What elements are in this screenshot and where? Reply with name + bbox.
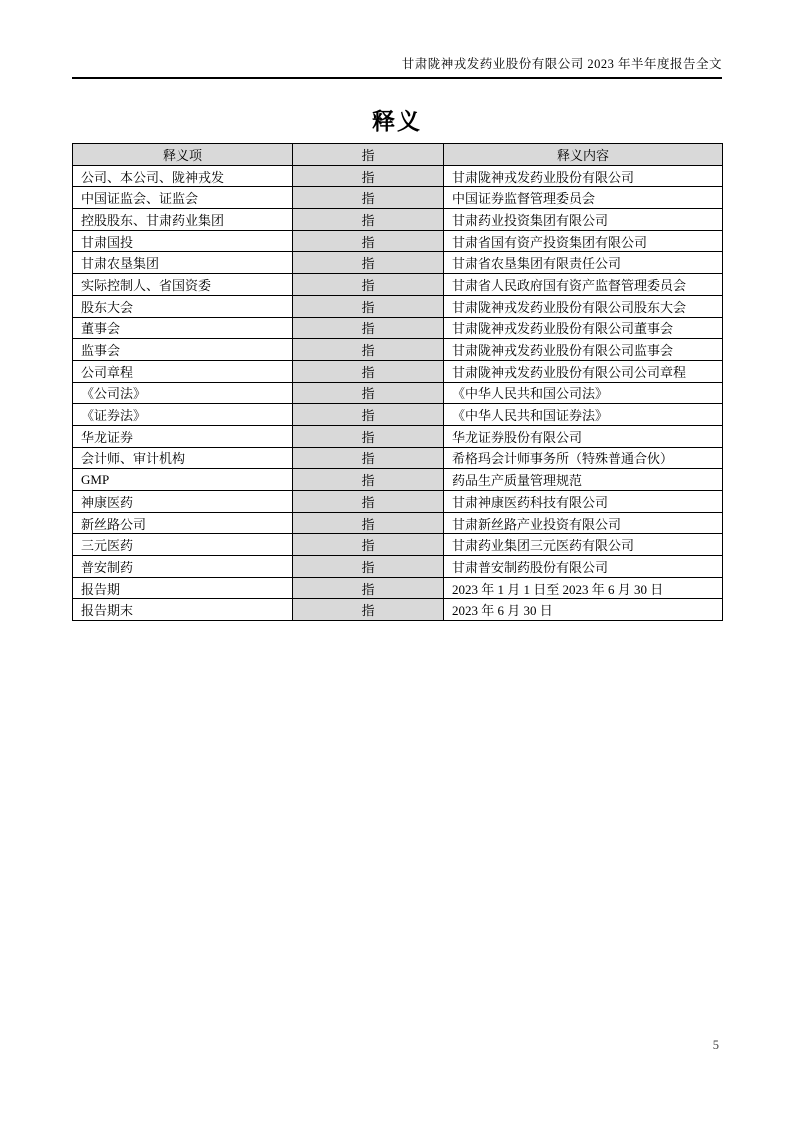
zhi-cell: 指: [293, 230, 444, 252]
definition-cell: 甘肃普安制药股份有限公司: [444, 556, 723, 578]
zhi-cell: 指: [293, 599, 444, 621]
header-row: [73, 144, 723, 166]
term-cell: 报告期末: [73, 599, 293, 621]
definition-cell: 华龙证券股份有限公司: [444, 425, 723, 447]
header-zhi: 指: [293, 144, 444, 166]
term-cell: 甘肃农垦集团: [73, 252, 293, 274]
definition-cell: 甘肃陇神戎发药业股份有限公司公司章程: [444, 360, 723, 382]
zhi-cell: 指: [293, 469, 444, 491]
table-row: [73, 295, 723, 317]
page-title: 释义: [372, 109, 422, 134]
zhi-cell: 指: [293, 491, 444, 513]
term-cell: 公司、本公司、陇神戎发: [73, 165, 293, 187]
zhi-cell: 指: [293, 317, 444, 339]
definitions-table: [72, 143, 723, 621]
definition-cell: 甘肃药业集团三元医药有限公司: [444, 534, 723, 556]
table-row: [73, 577, 723, 599]
zhi-cell: 指: [293, 404, 444, 426]
table-row: [73, 599, 723, 621]
table-row: [73, 360, 723, 382]
term-cell: 甘肃国投: [73, 230, 293, 252]
definition-cell: 《中华人民共和国公司法》: [444, 382, 723, 404]
zhi-cell: 指: [293, 339, 444, 361]
zhi-cell: 指: [293, 534, 444, 556]
table-row: [73, 382, 723, 404]
term-cell: 中国证监会、证监会: [73, 187, 293, 209]
zhi-cell: 指: [293, 382, 444, 404]
definition-cell: 甘肃省人民政府国有资产监督管理委员会: [444, 274, 723, 296]
term-cell: 公司章程: [73, 360, 293, 382]
zhi-cell: 指: [293, 252, 444, 274]
table-row: [73, 425, 723, 447]
zhi-cell: 指: [293, 209, 444, 231]
report-header: 甘肃陇神戎发药业股份有限公司 2023 年半年度报告全文: [72, 57, 722, 79]
header-term: 释义项: [73, 144, 293, 166]
term-cell: 实际控制人、省国资委: [73, 274, 293, 296]
definition-cell: 甘肃省国有资产投资集团有限公司: [444, 230, 723, 252]
page-content: [72, 0, 722, 621]
zhi-cell: 指: [293, 425, 444, 447]
zhi-cell: 指: [293, 512, 444, 534]
table-row: [73, 274, 723, 296]
zhi-cell: 指: [293, 165, 444, 187]
zhi-cell: 指: [293, 360, 444, 382]
term-cell: 华龙证券: [73, 425, 293, 447]
term-cell: 《证券法》: [73, 404, 293, 426]
definition-cell: 希格玛会计师事务所（特殊普通合伙）: [444, 447, 723, 469]
definition-cell: 甘肃省农垦集团有限责任公司: [444, 252, 723, 274]
term-cell: 报告期: [73, 577, 293, 599]
definition-cell: 甘肃陇神戎发药业股份有限公司监事会: [444, 339, 723, 361]
definition-cell: 甘肃新丝路产业投资有限公司: [444, 512, 723, 534]
zhi-cell: 指: [293, 274, 444, 296]
table-row: [73, 230, 723, 252]
term-cell: 《公司法》: [73, 382, 293, 404]
table-row: [73, 534, 723, 556]
table-row: [73, 252, 723, 274]
definition-cell: 2023 年 1 月 1 日至 2023 年 6 月 30 日: [444, 577, 723, 599]
definition-cell: 甘肃陇神戎发药业股份有限公司: [444, 165, 723, 187]
term-cell: GMP: [73, 469, 293, 491]
term-cell: 监事会: [73, 339, 293, 361]
definitions-table-body: [73, 165, 723, 620]
table-row: [73, 491, 723, 513]
term-cell: 董事会: [73, 317, 293, 339]
zhi-cell: 指: [293, 577, 444, 599]
definition-cell: 甘肃陇神戎发药业股份有限公司股东大会: [444, 295, 723, 317]
header-definition: 释义内容: [444, 144, 723, 166]
table-row: [73, 317, 723, 339]
zhi-cell: 指: [293, 295, 444, 317]
table-row: [73, 556, 723, 578]
term-cell: 三元医药: [73, 534, 293, 556]
table-row: [73, 404, 723, 426]
table-row: [73, 165, 723, 187]
term-cell: 普安制药: [73, 556, 293, 578]
term-cell: 股东大会: [73, 295, 293, 317]
definition-cell: 甘肃药业投资集团有限公司: [444, 209, 723, 231]
table-row: [73, 512, 723, 534]
term-cell: 新丝路公司: [73, 512, 293, 534]
definition-cell: 2023 年 6 月 30 日: [444, 599, 723, 621]
zhi-cell: 指: [293, 447, 444, 469]
zhi-cell: 指: [293, 556, 444, 578]
table-row: [73, 187, 723, 209]
definition-cell: 甘肃陇神戎发药业股份有限公司董事会: [444, 317, 723, 339]
table-row: [73, 209, 723, 231]
table-row: [73, 339, 723, 361]
definition-cell: 药品生产质量管理规范: [444, 469, 723, 491]
definition-cell: 中国证券监督管理委员会: [444, 187, 723, 209]
term-cell: 神康医药: [73, 491, 293, 513]
term-cell: 会计师、审计机构: [73, 447, 293, 469]
table-row: [73, 447, 723, 469]
definition-cell: 甘肃神康医药科技有限公司: [444, 491, 723, 513]
definition-cell: 《中华人民共和国证券法》: [444, 404, 723, 426]
table-row: [73, 469, 723, 491]
zhi-cell: 指: [293, 187, 444, 209]
term-cell: 控股股东、甘肃药业集团: [73, 209, 293, 231]
page-number: 5: [712, 1038, 719, 1052]
definitions-table-header: [73, 144, 723, 166]
